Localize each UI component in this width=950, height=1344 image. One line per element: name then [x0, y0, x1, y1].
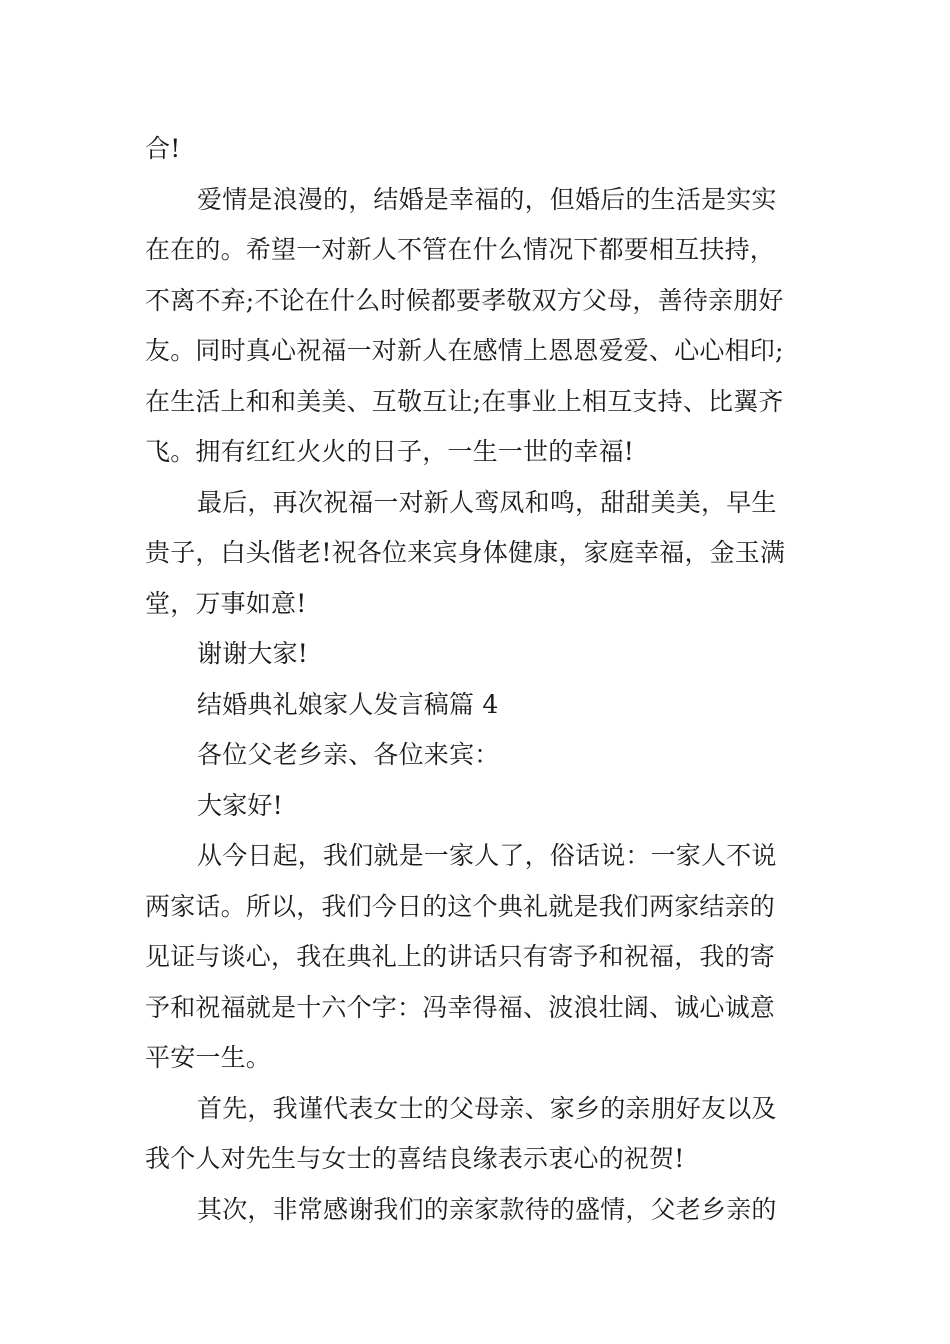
text-line: 合! — [145, 134, 181, 163]
text-line: 在生活上和和美美、互敬互让;在事业上相互支持、比翼齐 — [145, 386, 784, 416]
greeting-line: 大家好! — [197, 790, 283, 820]
section-heading: 结婚典礼娘家人发言稿篇 4 — [197, 689, 499, 719]
text-line: 我个人对先生与女士的喜结良缘表示衷心的祝贺! — [145, 1144, 685, 1173]
paragraph-start-line: 从今日起，我们就是一家人了，俗话说：一家人不说 — [197, 841, 777, 870]
thanks-line: 谢谢大家! — [197, 639, 309, 668]
text-line: 见证与谈心，我在典礼上的讲话只有寄予和祝福，我的寄 — [145, 942, 776, 971]
paragraph-start-line: 最后，再次祝福一对新人鸾凤和鸣，甜甜美美，早生 — [197, 487, 777, 517]
salutation-line: 各位父老乡亲、各位来宾： — [197, 740, 500, 769]
text-line: 平安一生。 — [145, 1043, 272, 1072]
paragraph-start-line: 首先，我谨代表女士的父母亲、家乡的亲朋好友以及 — [197, 1093, 777, 1123]
text-line: 两家话。所以，我们今日的这个典礼就是我们两家结亲的 — [145, 891, 776, 921]
text-line: 友。同时真心祝福一对新人在感情上恩恩爱爱、心心相印; — [145, 336, 784, 365]
text-line: 堂，万事如意! — [145, 588, 307, 618]
paragraph-start-line: 其次，非常感谢我们的亲家款待的盛情，父老乡亲的 — [197, 1194, 777, 1224]
document-body — [145, 124, 810, 1235]
text-line: 飞。拥有红红火火的日子，一生一世的幸福! — [145, 437, 635, 466]
paragraph-start-line: 爱情是浪漫的，结婚是幸福的，但婚后的生活是实实 — [197, 184, 777, 214]
text-line: 在在的。希望一对新人不管在什么情况下都要相互扶持， — [145, 235, 776, 264]
text-line: 予和祝福就是十六个字：冯幸得福、波浪壮阔、诚心诚意 — [145, 992, 776, 1022]
text-line: 贵子，白头偕老!祝各位来宾身体健康，家庭幸福，金玉满 — [145, 538, 786, 567]
text-line: 不离不弃;不论在什么时候都要孝敬双方父母，善待亲朋好 — [145, 285, 784, 315]
